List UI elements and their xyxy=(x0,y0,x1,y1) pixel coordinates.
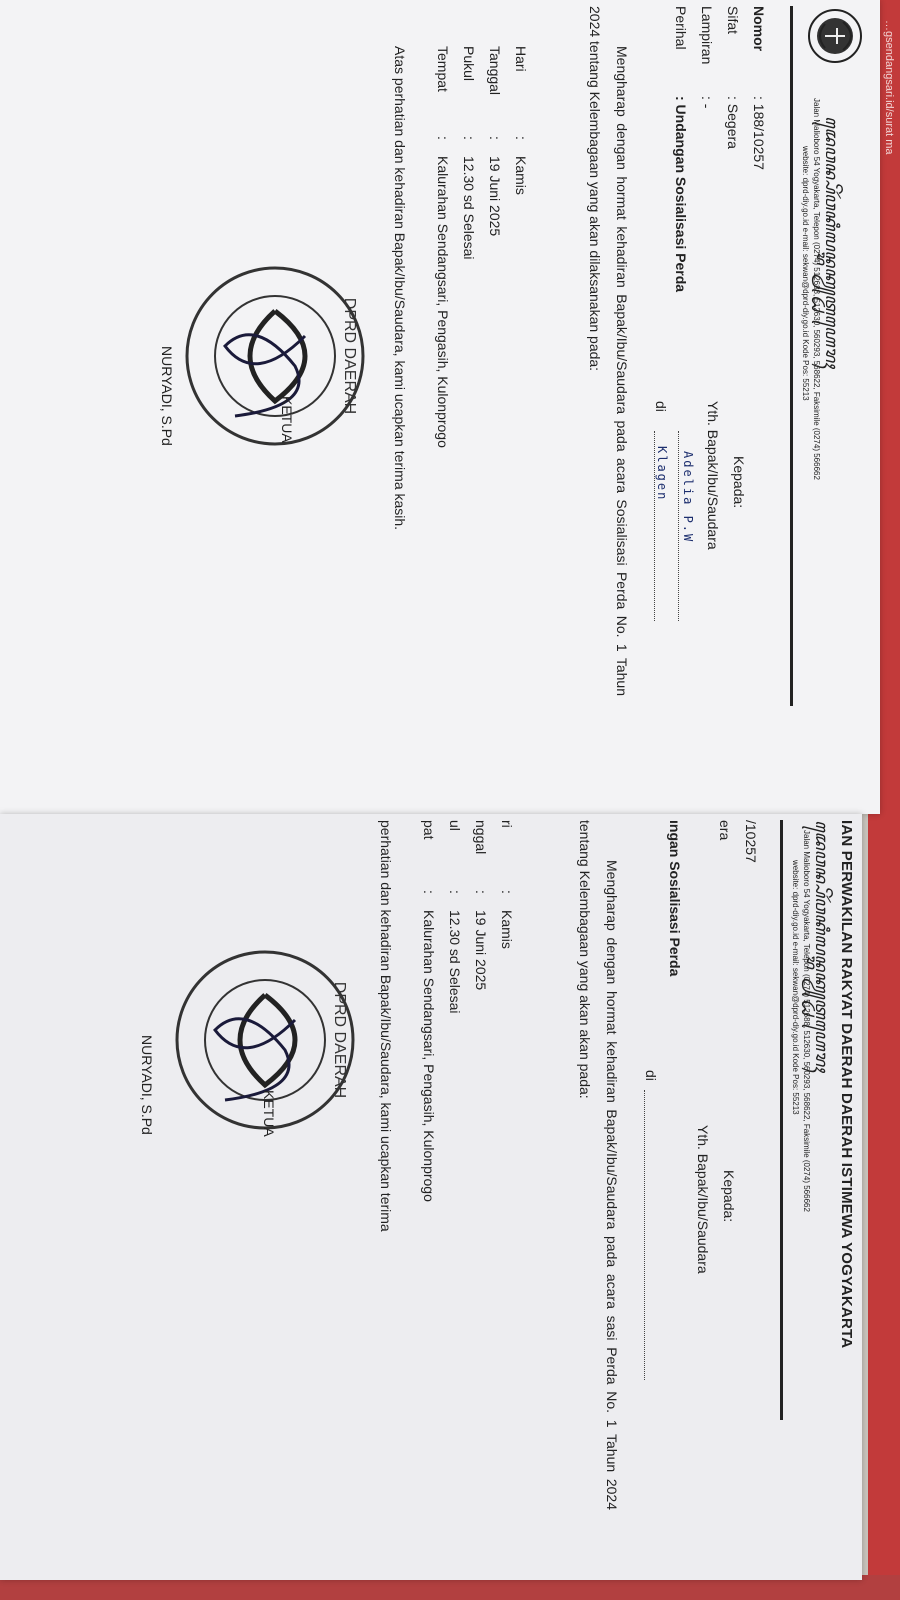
svg-text:DPRD DAERAH: DPRD DAERAH xyxy=(341,297,358,415)
detail-colon: : xyxy=(487,136,503,140)
detail-colon: : xyxy=(447,890,463,894)
detail-tanggal-label: nggal xyxy=(473,820,489,855)
perihal-value: ıngan Sosialisasi Perda xyxy=(667,820,683,977)
detail-hari-value: Kamis xyxy=(513,156,529,195)
detail-tempat-label: pat xyxy=(421,820,437,840)
location-handwritten: Klagen xyxy=(655,446,669,502)
nomor-value: : 188/10257 xyxy=(751,96,767,170)
recipient-salutation: Yth. Bapak/Ibu/Saudara xyxy=(705,401,721,550)
lampiran-label: Lampiran xyxy=(699,6,715,65)
opening-paragraph: Mengharap dengan hormat kehadiran Bapak/Ibu/Saudara pada acara Sosialisasi Perda No. 1 Tahun 2024 tentang Kelembagaan yang akan dilaksanakan pada: xyxy=(587,6,630,696)
kepada-label: Kepada: xyxy=(731,456,747,509)
detail-colon: : xyxy=(435,136,451,140)
closing-paragraph: perhatian dan kehadiran Bapak/Ibu/Saudara, kami ucapkan terima xyxy=(378,820,394,1232)
location-line xyxy=(644,1090,645,1380)
detail-pukul-value: 12.30 sd Selesai xyxy=(447,910,463,1014)
detail-colon: : xyxy=(499,890,515,894)
detail-hari-label: Hari xyxy=(513,46,529,72)
recipient-handwritten: Adelia P.W xyxy=(681,451,695,544)
ketua-title: KETUA xyxy=(279,396,295,443)
detail-pukul-value: 12.30 sd Selesai xyxy=(461,156,477,260)
di-label: di xyxy=(643,1070,659,1081)
sifat-value: era xyxy=(717,820,733,841)
signer-name: NURYADI, S.Pd xyxy=(139,1035,155,1135)
detail-tanggal-value: 19 Juni 2025 xyxy=(473,910,489,991)
signer-name: NURYADI, S.Pd xyxy=(159,346,175,446)
lampiran-value: : - xyxy=(699,96,715,109)
detail-colon: : xyxy=(473,890,489,894)
recipient-salutation: Yth. Bapak/Ibu/Saudara xyxy=(695,1125,711,1274)
header-rule xyxy=(790,6,793,706)
kepada-label: Kepada: xyxy=(721,1170,737,1223)
detail-tanggal-value: 19 Juni 2025 xyxy=(487,156,503,237)
sifat-label: Sifat xyxy=(725,6,741,35)
folder-label: …gsendangsari.id/surat ma xyxy=(883,20,895,155)
letter-website: website: dprd-diy.go.id e-mail: sekwan@dprd-diy.go.id Kode Pos: 55213 xyxy=(791,860,800,1115)
sifat-value: : Segera xyxy=(725,96,741,149)
di-label: di xyxy=(653,401,669,412)
letter-sheet-upper xyxy=(0,0,880,814)
letter-address: Jalan Malioboro 54 Yogyakarta, Telepon (0274) 512688, 512630, 560293, 568622, Faksimile (0274) 566662 xyxy=(812,98,821,480)
recipient-name-line xyxy=(678,431,679,621)
dprd-emblem-icon xyxy=(805,6,865,66)
nomor-label: Nomor xyxy=(751,6,767,52)
opening-paragraph: Mengharap dengan hormat kehadiran Bapak/Ibu/Saudara pada acara sasi Perda No. 1 Tahun 2024 tentang Kelembagaan yang akan akan pada: xyxy=(577,820,620,1510)
detail-tempat-label: Tempat xyxy=(435,46,451,92)
letter-address: Jalan Malioboro 54 Yogyakarta, Telepon (0274) 512688, 512630, 560293, 568622, Faksimile (0274) 566662 xyxy=(802,830,811,1212)
letter-content-duplicate xyxy=(115,820,855,1580)
nomor-value: /10257 xyxy=(743,820,759,863)
closing-paragraph: Atas perhatian dan kehadiran Bapak/Ibu/Saudara, kami ucapkan terima kasih. xyxy=(392,46,408,531)
svg-text:DPRD DAERAH: DPRD DAERAH xyxy=(331,981,348,1099)
detail-colon: : xyxy=(461,136,477,140)
perihal-value: : Undangan Sosialisasi Perda xyxy=(673,96,689,293)
detail-pukul-label: ul xyxy=(447,820,463,831)
detail-tempat-value: Kalurahan Sendangsari, Pengasih, Kulonprogo xyxy=(421,910,437,1202)
dprd-stamp-icon xyxy=(175,256,375,456)
detail-pukul-label: Pukul xyxy=(461,46,477,82)
header-rule xyxy=(780,820,783,1420)
detail-hari-value: Kamis xyxy=(499,910,515,949)
detail-hari-label: ri xyxy=(499,820,515,828)
detail-tempat-value: Kalurahan Sendangsari, Pengasih, Kulonprogo xyxy=(435,156,451,448)
letter-content xyxy=(115,6,865,786)
detail-colon: : xyxy=(513,136,529,140)
javanese-script-line: ꦢꦺꦮꦤ꧀ꦥꦼꦂꦮꦏꦶꦭꦤ꧀ꦫꦏꦾꦠ꧀ꦝꦲꦺꦫꦃ xyxy=(811,820,831,1072)
letter-sheet-lower xyxy=(0,814,862,1580)
institution-name: IAN PERWAKILAN RAKYAT DAERAH DAERAH ISTIMEWA YOGYAKARTA xyxy=(838,820,855,1349)
ketua-title: KETUA xyxy=(261,1090,277,1137)
detail-colon: : xyxy=(421,890,437,894)
javanese-script-line: ꦢꦺꦮꦤ꧀ꦥꦼꦂꦮꦏꦶꦭꦤ꧀ꦫꦏꦾꦠ꧀ꦝꦲꦺꦫꦃ xyxy=(821,116,841,368)
perihal-label: Perihal xyxy=(673,6,689,50)
letter-website: website: dprd-diy.go.id e-mail: sekwan@dprd-diy.go.id Kode Pos: 55213 xyxy=(801,146,810,401)
detail-tanggal-label: Tanggal xyxy=(487,46,503,96)
